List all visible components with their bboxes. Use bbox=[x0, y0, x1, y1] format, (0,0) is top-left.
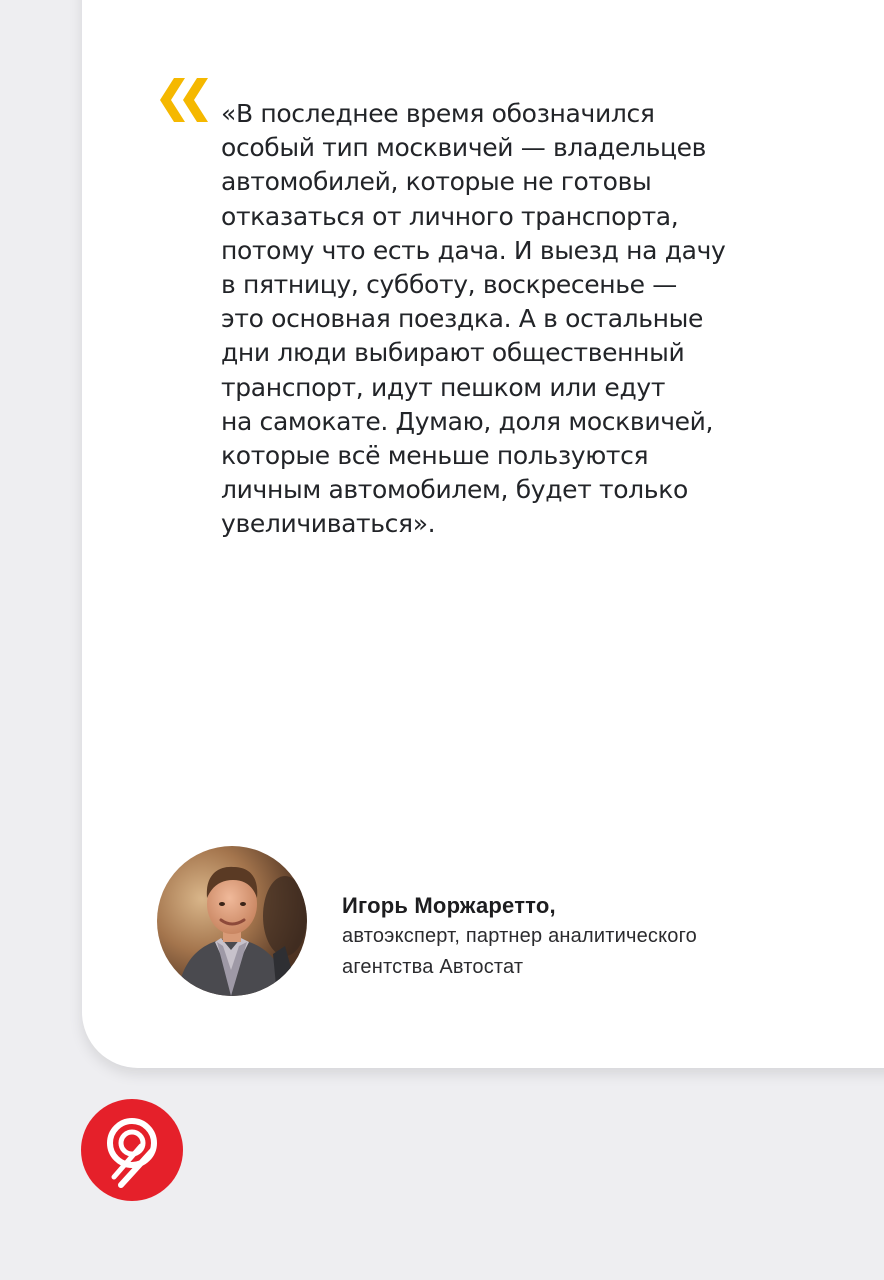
author-info bbox=[342, 891, 822, 983]
author-photo bbox=[157, 846, 307, 996]
quote-text: «В последнее время обозначился особый тип москвичей — владельцев автомобилей, которые не готовы отказаться от личного транспорта, потому что есть дача. И выезд на дачу в пятницу, субботу, воскресенье — это основная поездка. А в остальные дни люди выбирают общественный транспорт, идут пешком или едут на самокате. Думаю, доля москвичей, которые всё меньше пользуются личным автомобилем, будет только увеличиваться». bbox=[221, 99, 726, 539]
author-role: автоэксперт, партнер аналитического агентства Автостат bbox=[342, 925, 697, 978]
moscow-nine-logo-icon bbox=[81, 1099, 183, 1201]
author-avatar bbox=[157, 846, 307, 996]
quote-mark-icon bbox=[160, 78, 208, 122]
author-name: Игорь Моржаретто, bbox=[342, 893, 556, 918]
